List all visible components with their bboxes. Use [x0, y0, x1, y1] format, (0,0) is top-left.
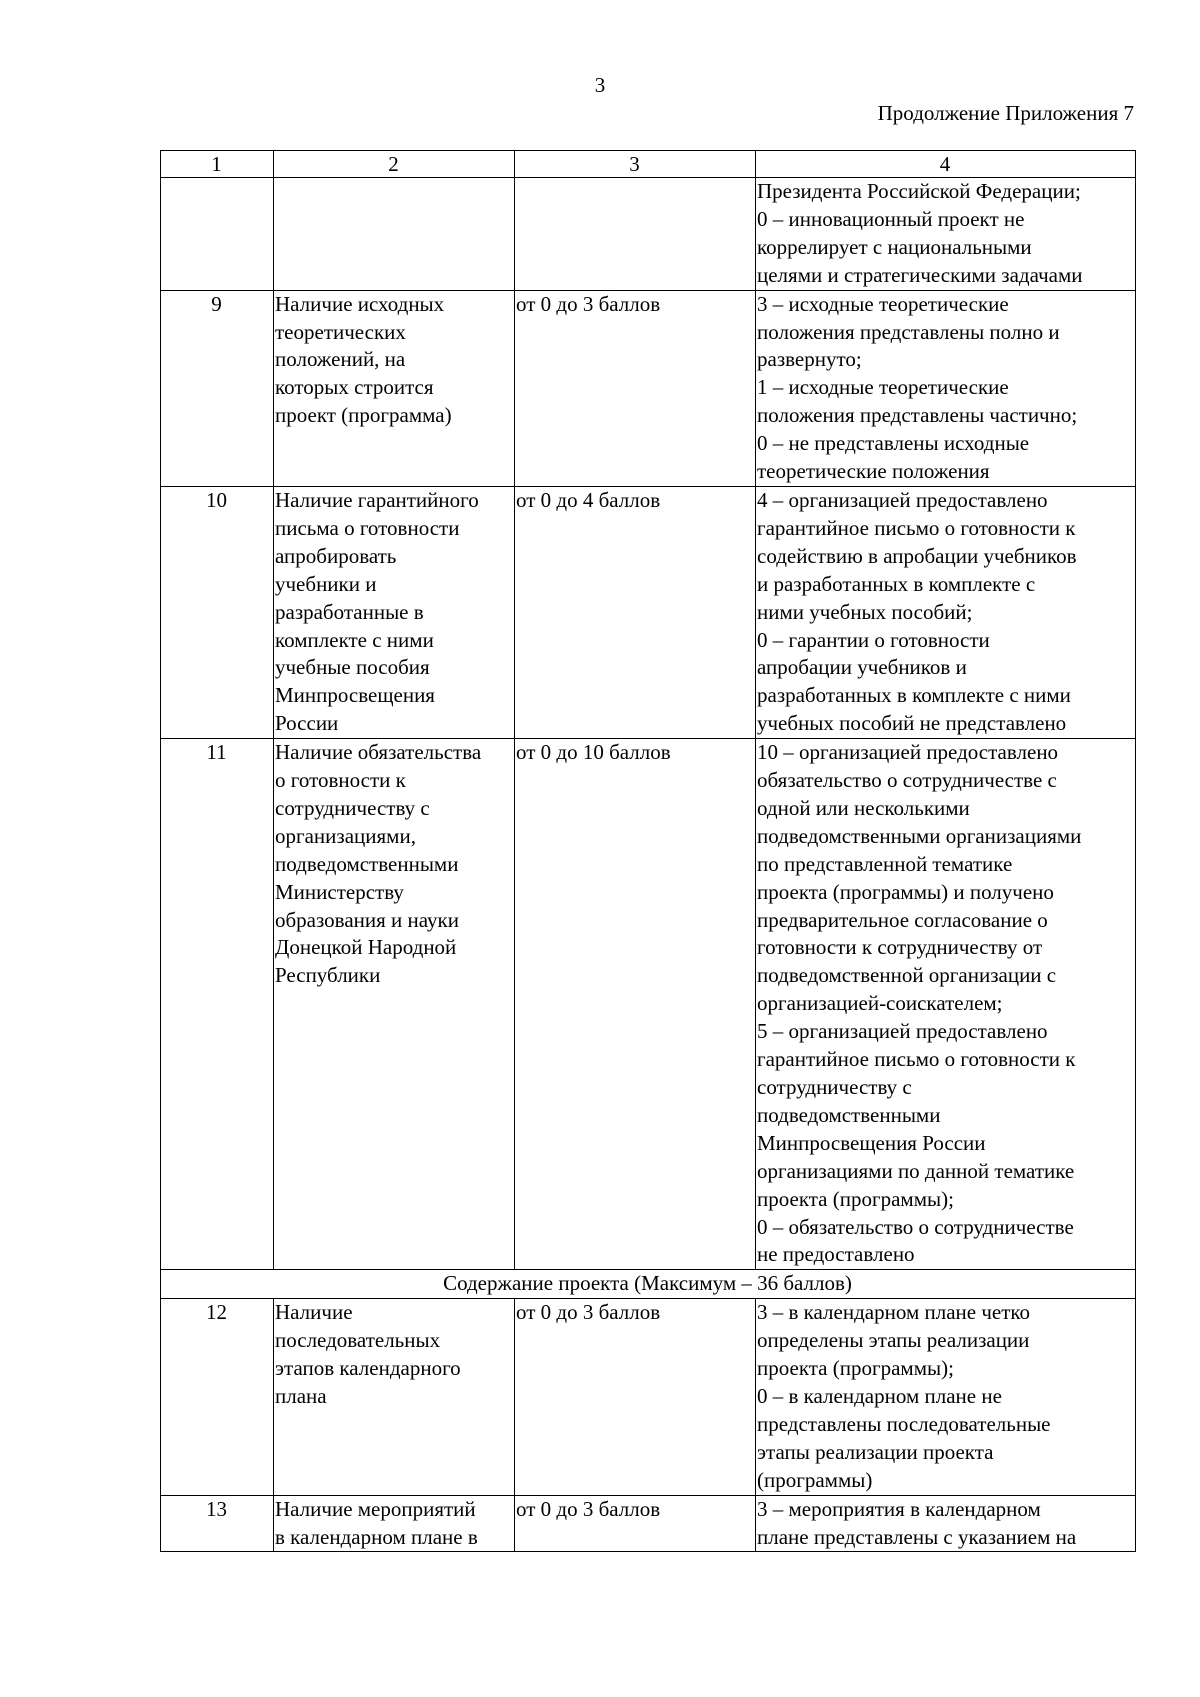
table-row-10 — [161, 486, 1136, 738]
criterion-line: Минпросвещения — [275, 683, 435, 708]
criterion-line: Республики — [275, 963, 381, 988]
desc-line: разработанных в комплекте с ними — [757, 683, 1071, 708]
header-row — [161, 151, 1136, 178]
criterion-line: апробировать — [275, 543, 397, 568]
criterion-line: этапов календарного — [275, 1356, 461, 1381]
criterion-line: учебники и — [275, 571, 377, 596]
page-number: 3 — [594, 73, 606, 97]
desc-line: 3 – исходные теоретические — [757, 291, 1009, 316]
criterion-line: организациями, — [275, 823, 416, 848]
criterion-line: сотрудничеству с — [275, 795, 430, 820]
header-col-2: 2 — [274, 151, 515, 178]
criterion-line: в календарном плане в — [275, 1524, 478, 1549]
table-row-11 — [161, 739, 1136, 1270]
description-cell — [756, 1495, 1136, 1552]
criterion-cell — [274, 739, 515, 1270]
row-number: 9 — [161, 290, 274, 486]
desc-line: подведомственными — [757, 1102, 941, 1127]
desc-line: организацией-соискателем; — [757, 991, 1003, 1016]
cell-empty — [515, 178, 756, 291]
desc-line: одной или несколькими — [757, 795, 970, 820]
desc-line: проекта (программы) и получено — [757, 879, 1054, 904]
desc-line: ними учебных пособий; — [757, 599, 973, 624]
desc-line: 10 – организацией предоставлено — [757, 740, 1059, 765]
desc-line: Президента Российской Федерации; — [757, 179, 1081, 203]
score-cell: от 0 до 4 баллов — [515, 486, 756, 738]
score-cell: от 0 до 3 баллов — [515, 1299, 756, 1495]
desc-line: развернуто; — [757, 347, 862, 372]
continuation-desc — [756, 178, 1136, 291]
criterion-line: которых строится — [275, 375, 434, 400]
desc-line: подведомственными организациями — [757, 823, 1082, 848]
desc-line: готовности к сотрудничеству от — [757, 935, 1043, 960]
desc-line: 0 – гарантии о готовности — [757, 627, 990, 652]
desc-line: организациями по данной тематике — [757, 1158, 1075, 1183]
section-title: Содержание проекта (Максимум – 36 баллов) — [161, 1270, 1136, 1299]
criterion-cell — [274, 486, 515, 738]
continuation-row — [161, 178, 1136, 291]
header-col-4: 4 — [756, 151, 1136, 178]
table-row-9 — [161, 290, 1136, 486]
row-number: 11 — [161, 739, 274, 1270]
desc-line: этапы реализации проекта — [757, 1439, 994, 1464]
criterion-line: о готовности к — [275, 768, 406, 793]
desc-line: сотрудничеству с — [757, 1075, 912, 1099]
criterion-line: Наличие исходных — [275, 291, 445, 316]
criterion-line: последовательных — [275, 1328, 441, 1353]
table-row-12 — [161, 1299, 1136, 1495]
criterion-line: Наличие — [275, 1300, 353, 1325]
cell-empty — [161, 178, 274, 291]
row-number: 10 — [161, 486, 274, 738]
desc-line: 0 – не представлены исходные — [757, 431, 1030, 456]
criterion-line: Донецкой Народной — [275, 935, 457, 960]
desc-line: 4 – организацией предоставлено — [757, 487, 1048, 512]
description-cell — [756, 486, 1136, 738]
criterion-line: образования и науки — [275, 907, 459, 932]
header-col-3: 3 — [515, 151, 756, 178]
criterion-line: России — [275, 711, 339, 736]
desc-line: (программы) — [757, 1467, 873, 1492]
desc-line: 0 – инновационный проект не — [757, 206, 1025, 231]
desc-line: коррелирует с национальными — [757, 234, 1032, 259]
section-row — [161, 1270, 1136, 1299]
desc-line: 3 – в календарном плане четко — [757, 1300, 1031, 1325]
desc-line: содействию в апробации учебников — [757, 543, 1077, 568]
desc-line: Минпросвещения России — [757, 1130, 986, 1155]
desc-line: 1 – исходные теоретические — [757, 375, 1009, 400]
score-cell: от 0 до 3 баллов — [515, 1495, 756, 1552]
criterion-line: письма о готовности — [275, 515, 460, 540]
desc-line: проекта (программы); — [757, 1356, 954, 1381]
desc-line: не предоставлено — [757, 1242, 915, 1267]
description-cell — [756, 1299, 1136, 1495]
appendix-title: Продолжение Приложения 7 — [877, 101, 1134, 125]
desc-line: 0 – в календарном плане не — [757, 1383, 1002, 1408]
desc-line: плане представлены с указанием на — [757, 1524, 1077, 1549]
criterion-line: Наличие мероприятий — [275, 1496, 476, 1521]
desc-line: и разработанных в комплекте с — [757, 571, 1036, 596]
desc-line: представлены последовательные — [757, 1411, 1051, 1436]
desc-line: 5 – организацией предоставлено — [757, 1019, 1048, 1044]
criterion-line: подведомственными — [275, 851, 459, 876]
desc-line: учебных пособий не представлено — [757, 711, 1067, 736]
desc-line: 0 – обязательство о сотрудничестве — [757, 1214, 1074, 1239]
criterion-line: плана — [275, 1383, 327, 1408]
header-col-1: 1 — [161, 151, 274, 178]
score-cell: от 0 до 10 баллов — [515, 739, 756, 1270]
description-cell — [756, 290, 1136, 486]
score-cell: от 0 до 3 баллов — [515, 290, 756, 486]
criterion-cell — [274, 290, 515, 486]
desc-line: апробации учебников и — [757, 655, 967, 680]
criterion-line: Наличие обязательства — [275, 740, 482, 765]
desc-line: положения представлены полно и — [757, 319, 1060, 344]
criterion-line: Наличие гарантийного — [275, 487, 479, 512]
criterion-line: проект (программа) — [275, 403, 452, 428]
row-number: 12 — [161, 1299, 274, 1495]
desc-line: проекта (программы); — [757, 1186, 954, 1211]
desc-line: определены этапы реализации — [757, 1328, 1030, 1353]
row-number: 13 — [161, 1495, 274, 1552]
desc-line: 3 – мероприятия в календарном — [757, 1496, 1041, 1521]
desc-line: гарантийное письмо о готовности к — [757, 1047, 1076, 1072]
desc-line: гарантийное письмо о готовности к — [757, 515, 1076, 540]
criterion-line: учебные пособия — [275, 655, 430, 680]
criterion-line: комплекте с ними — [275, 627, 434, 652]
desc-line: обязательство о сотрудничестве с — [757, 768, 1057, 793]
desc-line: теоретические положения — [757, 459, 990, 484]
criterion-line: разработанные в — [275, 599, 424, 624]
criteria-table — [160, 150, 1136, 1552]
table-row-13 — [161, 1495, 1136, 1552]
description-cell — [756, 739, 1136, 1270]
criterion-cell — [274, 1299, 515, 1495]
desc-line: положения представлены частично; — [757, 403, 1078, 428]
desc-line: целями и стратегическими задачами — [757, 262, 1083, 287]
desc-line: предварительное согласование о — [757, 907, 1048, 932]
desc-line: подведомственной организации с — [757, 963, 1057, 988]
cell-empty — [274, 178, 515, 291]
criterion-line: Министерству — [275, 879, 404, 904]
desc-line: по представленной тематике — [757, 851, 1013, 876]
criterion-line: положений, на — [275, 347, 406, 372]
criterion-cell — [274, 1495, 515, 1552]
criterion-line: теоретических — [275, 319, 406, 344]
